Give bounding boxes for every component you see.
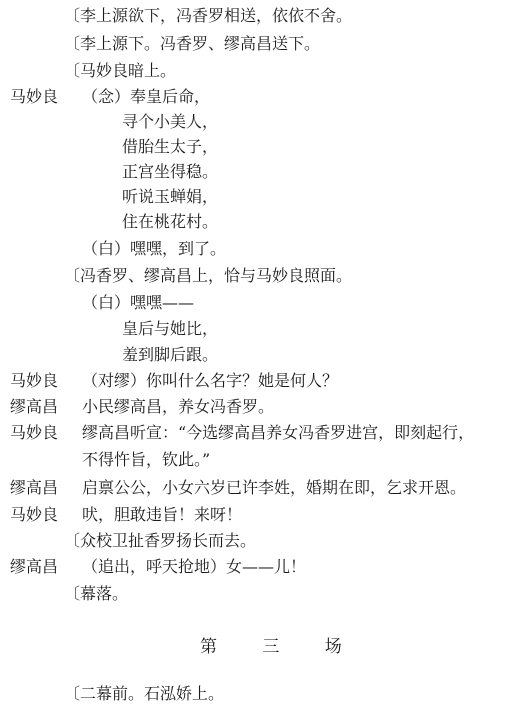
dialogue-line: （追出，呼天抢地）女——儿！ [82,557,307,576]
dialogue-line: 小民缪高昌，养女冯香罗。 [82,397,275,416]
speaker-name: 马妙良 [10,87,59,106]
stage-direction: 〔幕落。 [64,584,129,603]
verse-line: 寻个小美人， [122,112,219,131]
scene-heading: 第 三 场 [200,637,362,657]
stage-direction: 〔李上源下。冯香罗、缪高昌送下。 [64,34,321,53]
dialogue-line: 吠，胆敢违旨！来呀！ [82,505,243,524]
speaker-name: 马妙良 [10,371,59,390]
speaker-name: 马妙良 [10,505,59,524]
verse-line: 听说玉蝉娟， [122,187,219,206]
stage-direction: 〔马妙良暗上。 [64,61,177,80]
stage-direction: 〔众校卫扯香罗扬长而去。 [64,531,257,550]
dialogue-line: 启禀公公，小女六岁已许李姓，婚期在即，乞求开恩。 [82,478,467,497]
stage-direction: 〔李上源欲下，冯香罗相送，依依不舍。 [64,6,353,25]
speaker-name: 马妙良 [10,423,59,442]
speaker-name: 缪高昌 [10,397,59,416]
dialogue-line: （念）奉皇后命， [82,87,211,106]
dialogue-line: （白）嘿嘿，到了。 [82,239,227,258]
dialogue-line-continued: 不得忤旨，钦此。” [82,450,211,469]
speaker-name: 缪高昌 [10,478,59,497]
verse-line: 借胎生太子， [122,137,219,156]
verse-line: 羞到脚后跟。 [122,345,219,364]
verse-line: 住在桃花村。 [122,212,219,231]
stage-direction: 〔冯香罗、缪高昌上，恰与马妙良照面。 [64,266,353,285]
verse-line: 皇后与她比， [122,319,219,338]
dialogue-line: 缪高昌听宣：“今选缪高昌养女冯香罗进宫，即刻起行， [82,423,475,442]
verse-line: 正宫坐得稳。 [122,162,219,181]
dialogue-line: （白）嘿嘿—— [82,293,195,312]
dialogue-line: （对缪）你叫什么名字？她是何人？ [82,371,339,390]
speaker-name: 缪高昌 [10,557,59,576]
stage-direction: 〔二幕前。石泓娇上。 [64,684,225,703]
